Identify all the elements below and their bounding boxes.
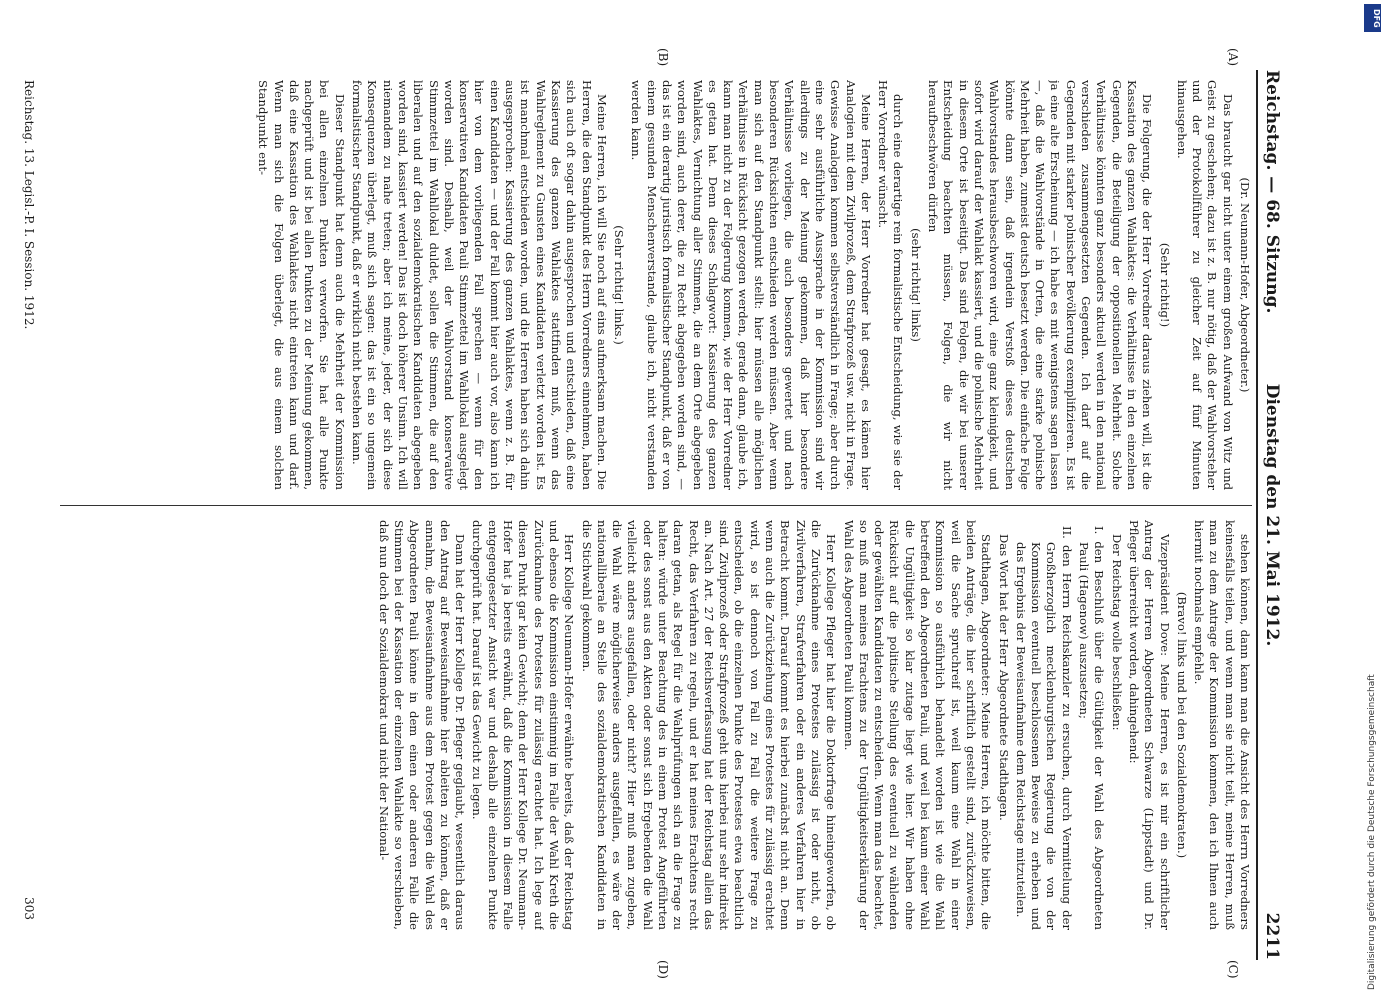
header-left: Reichstag. — 68. Sitzung. (1262, 70, 1282, 314)
paragraph: Die Folgerung, die der Herr Vorredner daraus ziehen will, ist die Kassation des ganzen Wahlaktes: die Verhältnisse in den einzelnen Gegenden, die Beteiligung der oppositionellen Mehrheit. Solche Verhältnisse könnten ganz besonders aktuell werden in den national verschieden zusammengesetzten Gegenden. Ich darf auf die Gegenden mit starker polnischer Bevölkerung exemplifizieren. Es ist ja eine alte Erscheinung — ich habe es mit wenigstens sagen lassen —, daß die Wahlvorstände in Orten, die eine starke polnische Mehrheit haben, zumeist deutsch besetzt werden. Die einfache Folge könnte dann sein, daß irgendein Verstoß dieses deutschen Wahlvorstandes herausbeschworen wird, eine ganz kleinigkeit, und sofort wird darauf der Wahlakt kassiert, und die polnische Mehrheit in diesem Orte ist beseitigt. Das sind Folgen, die wir bei unserer Entscheidung beachten müssen, Folgen, die wir nicht heraufbeschwören dürfen (926, 80, 1155, 490)
paragraph: Stadthagen, Abgeordneter: Meine Herren, ich möchte bitten, die beiden Anträge, die hier schriftlich gestellt sind, zurückzuweisen, weil die Sache spruchreif ist, weil kaum eine Wahl in einer Kommission so ausführlich behandelt worden ist wie die Wahl betreffend den Abgeordneten Pauli, und weil bei kaum einer Wahl die Ungültigkeit so klar zutage liegt wie hier. Wir haben ohne Rücksicht auf die politische Stellung des eventuell zu wählenden oder gewählten Kandidaten zu entscheiden. Wenn man das beachtet, so muß man meines Erachtens zu der Ungültigkeitserklärung der Wahl des Abgeordneten Pauli kommen. (841, 520, 994, 930)
interjection: (Sehr richtig!) (1157, 242, 1172, 328)
paragraph: durch eine derartige rein formalistische Entscheidung, wie sie der Herr Vorredner wünscht. (876, 80, 906, 490)
paragraph: Dann hat der Herr Kollege Dr. Pfleger geglaubt, wesentlich daraus den Antrag auf Beweisaufnahme hier ableiten zu können, daß er annahm, die Beweisaufnahme aus dem Protest gegen die Wahl des Abgeordneten Pauli könne in dem einen oder anderen Falle die Stimmen bei der Kassation der einzelnen Wahlakte so verschieben, daß nun doch der Sozialdemokrat und nicht der National- (376, 520, 468, 930)
column-divider (60, 505, 1252, 506)
paragraph: stehen können, dann kann man die Ansicht des Herrn Vorredners keinesfalls teilen, und wenn man sie nicht teilt, meine Herren, muß man zu dem Antrage der Kommission kommen, den ich Ihnen auch hiermit nochmals empfehle. (1192, 520, 1252, 930)
motion-item: II. den Herrn Reichskanzler zu ersuchen, durch Vermittelung der Großherzoglich mecklenburgischen Regierung die von der Kommission eventuell beschlossenen Beweise zu erheben und das Ergebnis der Beweisaufnahme dem Reichstage mitzuteilen. (1013, 526, 1074, 930)
header-date: Dienstag den 21. Mai 1912. (1262, 383, 1282, 647)
paragraph: Das braucht gar nicht unter einem großen Aufwand von Witz und Geist zu geschehen; dazu ist z. B. nur nötig, daß der Wahlvorsteher und der Protokollführer zu gleicher Zeit auf fünf Minuten hinausgehen. (1174, 80, 1235, 490)
paragraph: Das Wort hat der Herr Abgeordnete Stadthagen. (996, 534, 1011, 821)
margin-mark-d: (D) (656, 960, 670, 979)
margin-mark-b: (B) (656, 48, 670, 67)
digitization-note: Digitalisierung gefördert durch die Deutsche Forschungsgemeinschaft (1367, 674, 1377, 990)
page-header (1256, 70, 1302, 960)
paragraph: Dieser Standpunkt hat denn auch die Mehrheit der Kommission bei allen einzelnen Punkten verworfen. Sie hat alle Punkte nachgeprüft und ist bei allen Punkten zu der Meinung gekommen, daß eine Kassation des Wahlaktes nicht eintreten kann und darf. Wenn man sich die Folgen überlegt, die aus einem solchen Standpunkt ent- (256, 80, 347, 490)
header-page-number: 2211 (1262, 912, 1282, 960)
page-footer: Reichstag. 13. Legisl.-P. I. Session. 1912. (22, 80, 36, 330)
paragraph: Meine Herren, ich will Sie noch auf eins aufmerksam machen. Die Herren, die den Standpunkt des Herrn Vorredners einnehmen, haben sich auch oft sogar dahin ausgesprochen und entschieden, daß eine Kassierung des ganzen Wahlaktes stattfinden muß, wenn das Wahlreglement zu Gunsten eines Kandidaten verletzt worden ist. Es ist manchmal entschieden worden, und die Herren haben sich dahin ausgesprochen: Kassierung des ganzen Wahlaktes, wenn z. B. für einen Kandidaten — und der Fall kommt hier auch vor, also kann ich hier von dem vorliegenden Fall sprechen — wenn für den konservativen Kandidaten Pauli Stimmzettel im Wahllokal ausgelegt worden sind. Deshalb, weil der Wahlvorstand konservative Stimmzettel im Wahllokal duldet, sollen die Stimmen, die auf den liberalen und auf den sozialdemokratischen Kandidaten abgegeben worden sind, kassiert werden! Das ist doch höherer Unsinn. Ich will niemandem zu nahe treten; aber ich meine, jeder, der sich diese Konsequenzen überlegt, muß sich sagen: das ist ein so ungemein formalistischer Standpunkt, daß er wirklich nicht bestehen kann. (350, 80, 609, 490)
margin-mark-c: (C) (1226, 960, 1240, 979)
paragraph: Vizepräsident Dove: Meine Herren, es ist mir ein schriftlicher Antrag der Herren Abgeordneten Schwarze (Lippstadt) und Dr. Pfleger überreicht worden, dahingehend: (1126, 520, 1172, 930)
sheet-number: 303 (22, 897, 36, 920)
left-column (50, 80, 1252, 490)
paragraph: Meine Herren, der Herr Vorredner hat gesagt, es kämen hier Analogien mit dem Zivilprozeß, dem Strafprozeß usw. nicht in Frage. Gewisse Analogien kommen selbstverständlich in Frage; aber durch eine sehr ausführliche Aussprache in der Kommission sind wir allerdings zu der Meinung gekommen, daß hier besondere Verhältnisse vorliegen, die auch besonders gewertet und nach besonderen Rücksichten entschieden werden müssen. Aber wenn man sich auf den Standpunkt stellt: hier müssen alle möglichen Verhältnisse in Rücksicht gezogen werden, gerade dann, glaube ich, kann man nicht zu der Folgerung kommen, wie der Herr Vorredner es getan hat. Denn dieses Schlagwort: Kassierung des ganzen Wahlaktes, Vernichtung aller Stimmen, die an dem Orte abgegeben worden sind, auch derer, die zu Recht abgegeben worden sind, — das ist ein derartig juristisch formalistischer Standpunkt, daß er von einem gesunden Menschenverstande, glaube ich, nicht verstanden werden kann. (629, 80, 873, 490)
dfg-logo: DFG (1364, 4, 1381, 32)
margin-mark-a: (A) (1226, 48, 1240, 67)
speaker-line: (Dr. Neumann-Hofer, Abgeordneter.) (1238, 177, 1252, 393)
interjection: (Sehr richtig! links.) (612, 225, 627, 345)
right-column (50, 520, 1252, 930)
motion-intro: Der Reichstag wolle beschließen: (1109, 534, 1124, 731)
paragraph: Herr Kollege Neumann-Hofer erwähnte bereits, daß der Reichstag und ebenso die Kommission einstimmig im Falle der Wahl Kreth die Zurücknahme des Protestes für zulässig erachtet hat. Ich lege auf diesen Punkt gar kein Gewicht; denn der Herr Kollege Dr. Neumann-Hofer hat ja bereits erwähnt, daß die Kommission in diesem Falle entgegengesetzter Ansicht war und deshalb alle einzelnen Punkte durchgeprüft hat. Darauf ist das Gewicht zu legen. (470, 520, 577, 930)
digitization-stamp (1361, 0, 1383, 1000)
paragraph: Herr Kollege Pfleger hat hier die Doktorfrage hineingeworfen, ob die Zurücknahme eines Protestes zulässig ist oder nicht, ob Zivilverfahren, Strafverfahren oder ein anderes Verfahren hier in Betracht kommt. Darauf kommt es hierbei zunächst nicht an. Denn wenn auch die Zurückziehung eines Protestes für zulässig erachtet wird, so ist dennoch von Fall zu Fall die weitere Frage zu entscheiden, ob die einzelnen Punkte des Protestes etwa beachtlich sind. Zivilprozeß oder Strafprozeß geht uns hierbei nur sehr indirekt an. Nach Art. 27 der Reichsverfassung hat der Reichstag allein das Recht, das Verfahren zu regeln, und er hat meines Erachtens recht daran getan, als Regel für die Wahlprüfungen sich an die Frage zu halten: würde unter Beachtung des in einem Protest Angeführten oder des sonst aus den Akten oder sonst sich Ergebenden die Wahl vielleicht anders ausgefallen, oder nicht? Hier muß man zugeben, die Wahl wäre möglicherweise anders ausgefallen, es wäre der nationalliberale an Stelle des sozialdemokratischen Kandidaten in die Stichwahl gekommen. (579, 520, 839, 930)
interjection: (Bravo! links und bei den Sozialdemokraten.) (1174, 591, 1189, 859)
interjection: (sehr richtig! links) (908, 228, 923, 342)
motion-item: I. den Beschluß über die Gültigkeit der Wahl des Abgeordneten Pauli (Hagenow) auszusetzen; (1077, 526, 1107, 930)
